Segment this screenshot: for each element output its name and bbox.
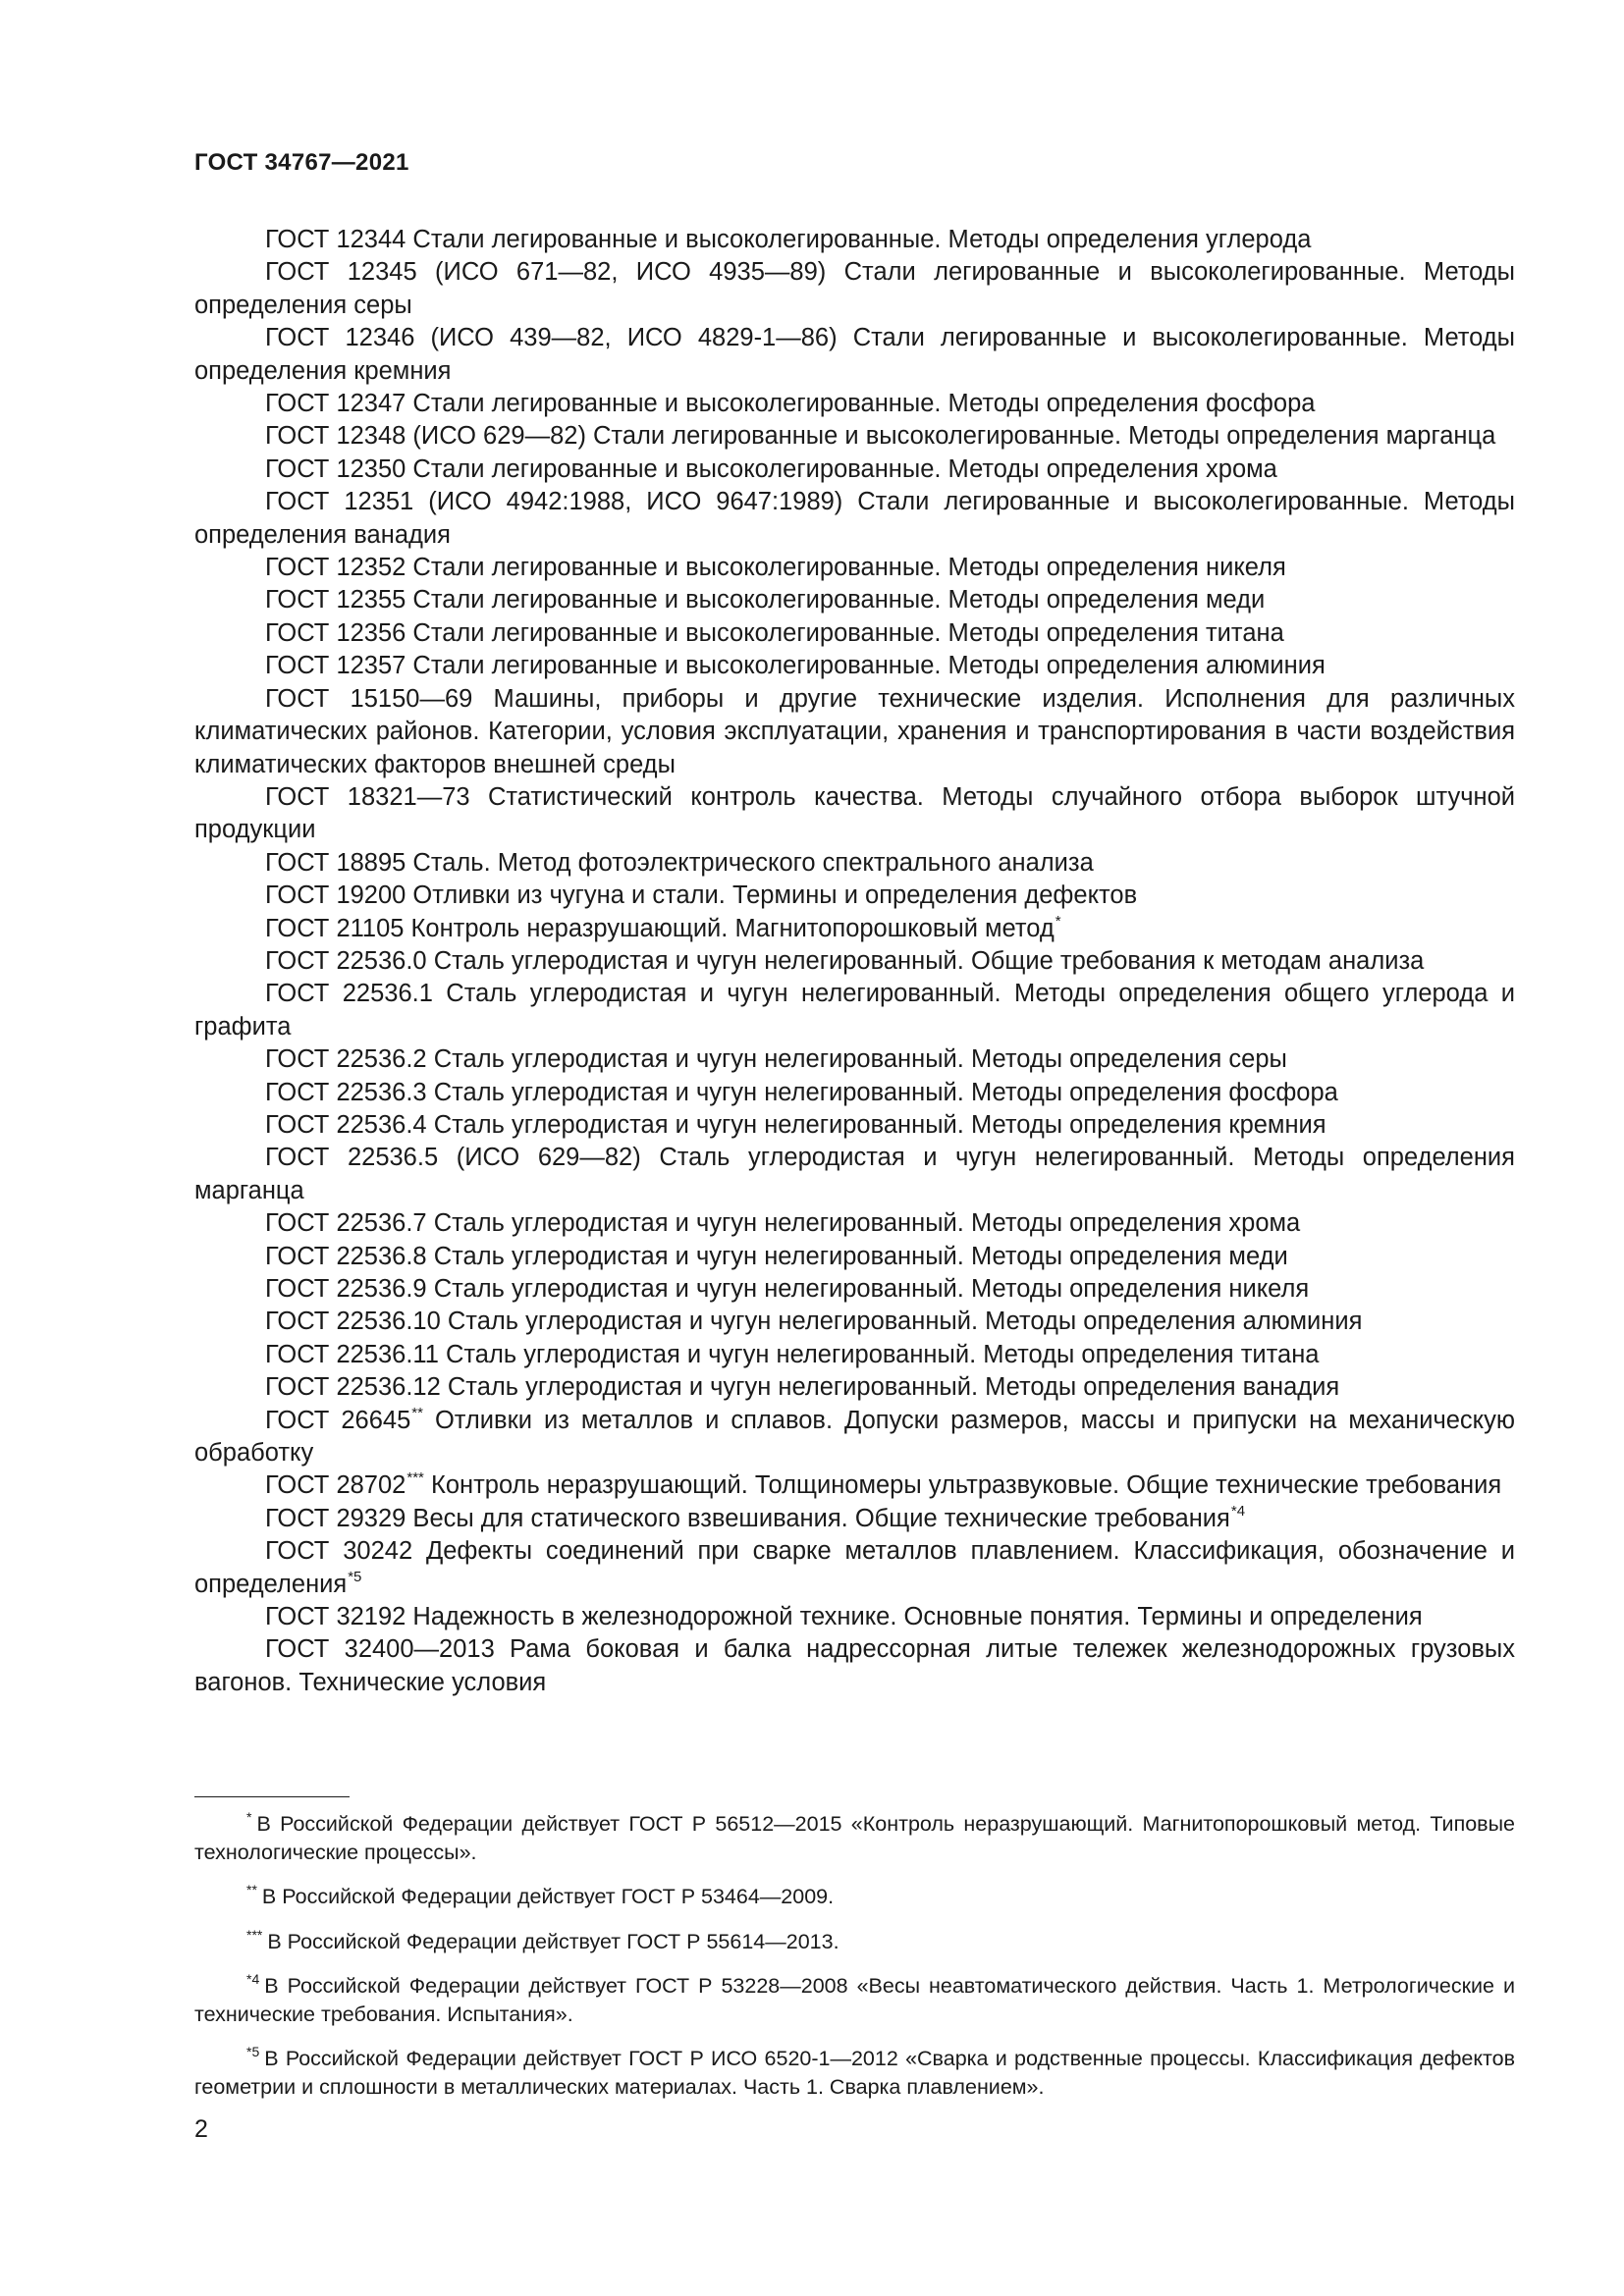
footnote-mark: *** [246, 1926, 263, 1943]
reference-item [194, 978, 1515, 1043]
reference-item [194, 1469, 1515, 1502]
reference-text: ГОСТ 22536.7 Сталь углеродистая и чугун нелегированный. Методы определения хрома [265, 1209, 1301, 1238]
reference-item [194, 913, 1515, 945]
reference-item [194, 1142, 1515, 1207]
page-number: 2 [194, 2115, 208, 2143]
reference-text: ГОСТ 12355 Стали легированные и высоколегированные. Методы определения меди [265, 586, 1266, 614]
reference-text: ГОСТ 18321—73 Статистический контроль качества. Методы случайного отбора выборок штучной продукции [194, 782, 1515, 844]
footnote-marker[interactable]: * [1055, 912, 1061, 930]
reference-text: ГОСТ 22536.8 Сталь углеродистая и чугун нелегированный. Методы определения меди [265, 1242, 1288, 1270]
reference-item [194, 420, 1515, 453]
footnotes [194, 1810, 1515, 2117]
reference-item [194, 683, 1515, 781]
reference-text: ГОСТ 30242 Дефекты соединений при сварке металлов плавлением. Классификация, обозначение и определения [194, 1537, 1515, 1598]
reference-text: ГОСТ 22536.10 Сталь углеродистая и чугун нелегированный. Методы определения алюминия [265, 1308, 1363, 1336]
footnote-mark: ** [246, 1882, 257, 1897]
reference-text: ГОСТ 29329 Весы для статического взвешивания. Общие технические требования [265, 1504, 1230, 1532]
reference-text: ГОСТ 15150—69 Машины, приборы и другие технические изделия. Исполнения для различных климатических районов. Категории, условия эксплуатации, хранения и транспортирования в части воздействия климатических факторов внешней среды [194, 684, 1515, 778]
footnote-separator [194, 1796, 350, 1797]
reference-code: ГОСТ 28702 [265, 1471, 406, 1500]
reference-text: ГОСТ 22536.0 Сталь углеродистая и чугун нелегированный. Общие требования к методам анализа [265, 946, 1425, 975]
reference-item [194, 1273, 1515, 1306]
reference-text: ГОСТ 12351 (ИСО 4942:1988, ИСО 9647:1989) Стали легированные и высоколегированные. Методы определения ванадия [194, 488, 1515, 549]
reference-item [194, 1109, 1515, 1142]
reference-item [194, 1306, 1515, 1338]
reference-item [194, 1503, 1515, 1535]
reference-item [194, 1633, 1515, 1699]
reference-text: ГОСТ 32400—2013 Рама боковая и балка надрессорная литые тележек железнодорожных грузовых вагонов. Технические условия [194, 1635, 1515, 1696]
footnote-marker[interactable]: *5 [348, 1568, 362, 1585]
page-header: ГОСТ 34767—2021 [194, 149, 409, 176]
reference-item [194, 1535, 1515, 1601]
footnote [194, 1928, 1515, 1956]
reference-text: ГОСТ 22536.11 Сталь углеродистая и чугун нелегированный. Методы определения титана [265, 1340, 1320, 1368]
reference-item [194, 617, 1515, 650]
reference-item [194, 650, 1515, 682]
reference-item [194, 388, 1515, 420]
footnote [194, 2045, 1515, 2101]
reference-text: ГОСТ 22536.3 Сталь углеродистая и чугун нелегированный. Методы определения фосфора [265, 1078, 1338, 1106]
reference-text: ГОСТ 32192 Надежность в железнодорожной технике. Основные понятия. Термины и определения [265, 1603, 1423, 1631]
reference-text: ГОСТ 12344 Стали легированные и высоколегированные. Методы определения углерода [265, 226, 1312, 253]
reference-text: Отливки из металлов и сплавов. Допуски размеров, массы и припуски на механическую обработку [194, 1406, 1515, 1468]
reference-item [194, 1601, 1515, 1633]
footnote-marker[interactable]: *4 [1230, 1502, 1246, 1520]
reference-text: ГОСТ 22536.2 Сталь углеродистая и чугун нелегированный. Методы определения серы [265, 1045, 1287, 1074]
reference-item [194, 224, 1515, 256]
reference-item [194, 1339, 1515, 1371]
reference-text: ГОСТ 22536.9 Сталь углеродистая и чугун нелегированный. Методы определения никеля [265, 1275, 1310, 1303]
reference-item [194, 847, 1515, 880]
reference-text: Контроль неразрушающий. Толщиномеры ультразвуковые. Общие технические требования [423, 1471, 1502, 1500]
reference-list [194, 224, 1515, 1699]
footnote [194, 1883, 1515, 1911]
reference-text: ГОСТ 12346 (ИСО 439—82, ИСО 4829-1—86) Стали легированные и высоколегированные. Методы определения кремния [194, 324, 1515, 385]
reference-code: ГОСТ 26645 [265, 1406, 411, 1434]
reference-item [194, 1241, 1515, 1273]
reference-text: ГОСТ 22536.4 Сталь углеродистая и чугун нелегированный. Методы определения кремния [265, 1110, 1326, 1139]
reference-text: ГОСТ 22536.1 Сталь углеродистая и чугун нелегированный. Методы определения общего углерода и графита [194, 980, 1515, 1041]
reference-item [194, 945, 1515, 978]
footnote-text: В Российской Федерации действует ГОСТ Р 56512—2015 «Контроль неразрушающий. Магнитопорошковый метод. Типовые технологические процессы». [194, 1812, 1515, 1864]
footnote-mark: *4 [246, 1971, 260, 1987]
footnote-text: В Российской Федерации действует ГОСТ Р 53228—2008 «Весы неавтоматического действия. Часть 1. Метрологические и технические требования. Испытания». [194, 1974, 1515, 2026]
reference-item [194, 256, 1515, 322]
footnote [194, 1810, 1515, 1866]
reference-text: ГОСТ 22536.12 Сталь углеродистая и чугун нелегированный. Методы определения ванадия [265, 1373, 1340, 1402]
footnote [194, 1972, 1515, 2028]
footnote-text: В Российской Федерации действует ГОСТ Р 55614—2013. [267, 1929, 839, 1953]
reference-item [194, 781, 1515, 847]
reference-item [194, 584, 1515, 616]
reference-item [194, 1405, 1515, 1470]
reference-item [194, 486, 1515, 552]
reference-text: ГОСТ 19200 Отливки из чугуна и стали. Термины и определения дефектов [265, 881, 1138, 910]
reference-text: ГОСТ 12345 (ИСО 671—82, ИСО 4935—89) Стали легированные и высоколегированные. Методы определения серы [194, 258, 1515, 319]
footnote-text: В Российской Федерации действует ГОСТ Р 53464—2009. [261, 1885, 835, 1908]
reference-item [194, 322, 1515, 388]
reference-item [194, 1207, 1515, 1240]
reference-text: ГОСТ 22536.5 (ИСО 629—82) Сталь углеродистая и чугун нелегированный. Методы определения марганца [194, 1144, 1515, 1204]
footnote-mark: * [246, 1809, 252, 1825]
reference-item [194, 1043, 1515, 1076]
reference-text: ГОСТ 12352 Стали легированные и высоколегированные. Методы определения никеля [265, 554, 1286, 582]
footnote-marker[interactable]: ** [411, 1404, 423, 1421]
reference-text: ГОСТ 12350 Стали легированные и высоколегированные. Методы определения хрома [265, 454, 1277, 483]
reference-text: ГОСТ 12347 Стали легированные и высоколегированные. Методы определения фосфора [265, 390, 1316, 418]
footnote-text: В Российской Федерации действует ГОСТ Р ИСО 6520-1—2012 «Сварка и родственные процессы. Классификация дефектов геометрии и сплошности в металлических материалах. Часть 1. Сварка плавлением». [194, 2047, 1515, 2099]
footnote-mark: *5 [246, 2044, 260, 2059]
reference-text: ГОСТ 12348 (ИСО 629—82) Стали легированные и высоколегированные. Методы определения марганца [265, 422, 1496, 451]
reference-item [194, 454, 1515, 486]
reference-text: ГОСТ 18895 Сталь. Метод фотоэлектрического спектрального анализа [265, 848, 1094, 877]
reference-text: ГОСТ 12357 Стали легированные и высоколегированные. Методы определения алюминия [265, 652, 1326, 680]
reference-item [194, 552, 1515, 584]
reference-text: ГОСТ 21105 Контроль неразрушающий. Магнитопорошковый метод [265, 914, 1055, 942]
footnote-marker[interactable]: *** [406, 1469, 424, 1487]
reference-item [194, 1077, 1515, 1109]
reference-item [194, 880, 1515, 912]
reference-item [194, 1371, 1515, 1404]
reference-text: ГОСТ 12356 Стали легированные и высоколегированные. Методы определения титана [265, 618, 1284, 647]
